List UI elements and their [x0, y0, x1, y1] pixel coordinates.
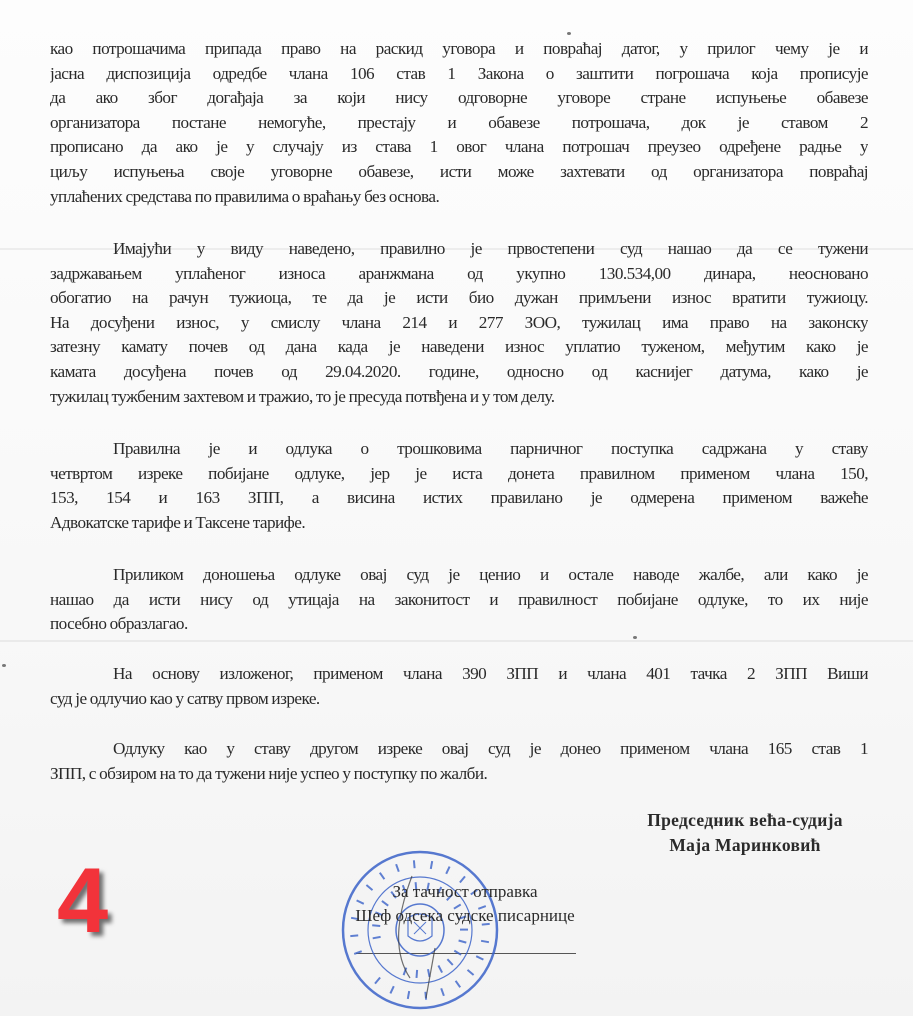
- paper-crease: [0, 640, 913, 642]
- paragraph-2: [50, 237, 868, 409]
- text-line: Правилна је и одлука о трошковима парничног поступка садржана у ставу: [113, 439, 868, 458]
- judge-name: Маја Маринковић: [669, 835, 821, 855]
- stamp-letter-mark: [373, 937, 381, 938]
- text-line: као потрошачима припада право на раскид уговора и повраћај датог, у прилог чему је и: [50, 39, 868, 58]
- text-line: 153, 154 и 163 ЗПП, а висина истих правилано је одмерена применом важеће: [50, 488, 868, 508]
- certification-block: [300, 880, 630, 928]
- stamp-letter-mark: [447, 959, 452, 965]
- text-line: прописано да ако је у случају из става 1 овог члана потрошач преузео одређене радње у: [50, 137, 868, 157]
- paragraph-5: [50, 662, 868, 711]
- text-line: задржавањем уплаћеног износа аранжмана од укупно 130.534,00 динара, неосновано: [50, 263, 868, 283]
- text-line: суд је одлучио као у сатву првом изреке.: [50, 688, 320, 708]
- stamp-letter-mark: [375, 978, 380, 984]
- stamp-letter-mark: [441, 988, 444, 996]
- paragraph-6: [50, 737, 868, 786]
- stamp-letter-mark: [390, 986, 393, 993]
- text-line: да ако због догађаја за који нису одговорне уговоре стране испуњење обавезе: [50, 88, 868, 108]
- text-line: организатора постане немогуће, престају и обавезе потрошача, док је ставом 2: [50, 112, 868, 132]
- paragraph-3: [50, 437, 868, 535]
- court-stamp: [340, 848, 500, 1013]
- stamp-letter-mark: [468, 970, 474, 975]
- text-line: нашао да исти нису од утицаја на законитост и правилност побијане одлуке, то их није: [50, 589, 868, 609]
- text-line: обогатио на рачун тужиоца, те да је исти био дужан примљени износ вратити тужиоцу.: [50, 288, 868, 308]
- text-line: Имајући у виду наведено, правилно је првостепени суд нашао да се тужени: [113, 239, 868, 258]
- text-line: камата досуђена почев од 29.04.2020. године, односно од каснијег датума, како је: [50, 361, 868, 381]
- stamp-outer-ring: [343, 852, 497, 1008]
- paragraph-4: [50, 563, 868, 637]
- stamp-letter-mark: [446, 867, 449, 874]
- paper-speck: [567, 32, 571, 35]
- stamp-letter-mark: [459, 941, 467, 943]
- text-line: Приликом доношења одлуке овај суд је ценио и остале наводе жалбе, али како је: [113, 565, 868, 584]
- stamp-letter-mark: [417, 970, 418, 978]
- stamp-letter-mark: [454, 951, 461, 955]
- text-line: циљу испуњења своје уговорне обавезе, исти може захтевати од организатора повраћај: [50, 161, 868, 181]
- page-number: 4: [57, 850, 109, 952]
- text-line: На досуђени износ, у смислу члана 214 и 277 ЗОО, тужилац има право на законску: [50, 312, 868, 332]
- stamp-letter-mark: [396, 864, 399, 872]
- stamp-letter-mark: [456, 981, 461, 988]
- stamp-letter-mark: [476, 956, 483, 959]
- stamp-letter-mark: [438, 966, 442, 973]
- stamp-letter-mark: [350, 935, 358, 936]
- certification-line-2: Шеф одсека судске писарнице: [355, 906, 575, 925]
- text-line: затезну камату почев од дана када је наведени износ уплатио туженом, међутим како је: [50, 337, 868, 357]
- stamp-letter-mark: [380, 873, 385, 880]
- stamp-letter-mark: [481, 941, 489, 942]
- paragraph-1: [50, 37, 868, 209]
- stamp-letter-mark: [428, 969, 430, 977]
- text-line: Адвокатске тарифе и Таксене тарифе.: [50, 512, 306, 532]
- text-line: јасна диспозиција одредбе члана 106 став 1 Закона о заштити погрошача која прописује: [50, 63, 868, 83]
- text-line: четвртом изреке побијане одлуке, јер је иста донета правилном применом члана 150,: [50, 463, 868, 483]
- text-line: На основу изложеног, применом члана 390 ЗПП и члана 401 тачка 2 ЗПП Виши: [113, 664, 868, 683]
- certification-line-1: За тачност отправка: [392, 882, 538, 901]
- text-line: посебно образлагао.: [50, 614, 188, 634]
- signature-block: [610, 808, 880, 858]
- text-line: тужилац тужбеним захтевом и тражио, то је пресуда потвђена и у том делу.: [50, 386, 555, 406]
- stamp-letter-mark: [414, 860, 415, 868]
- paper-speck: [2, 664, 6, 667]
- judge-title: Председник већа-судија: [647, 810, 843, 830]
- stamp-letter-mark: [408, 991, 409, 999]
- text-line: ЗПП, с обзиром на то да тужени није успео у поступку по жалби.: [50, 763, 488, 783]
- text-line: уплаћених средстава по правилима о враћању без основа.: [50, 186, 440, 206]
- stamp-letter-mark: [431, 861, 432, 869]
- stamp-letter-mark: [354, 951, 362, 954]
- text-line: Одлуку као у ставу другом изреке овај суд је донео применом члана 165 став 1: [113, 739, 868, 758]
